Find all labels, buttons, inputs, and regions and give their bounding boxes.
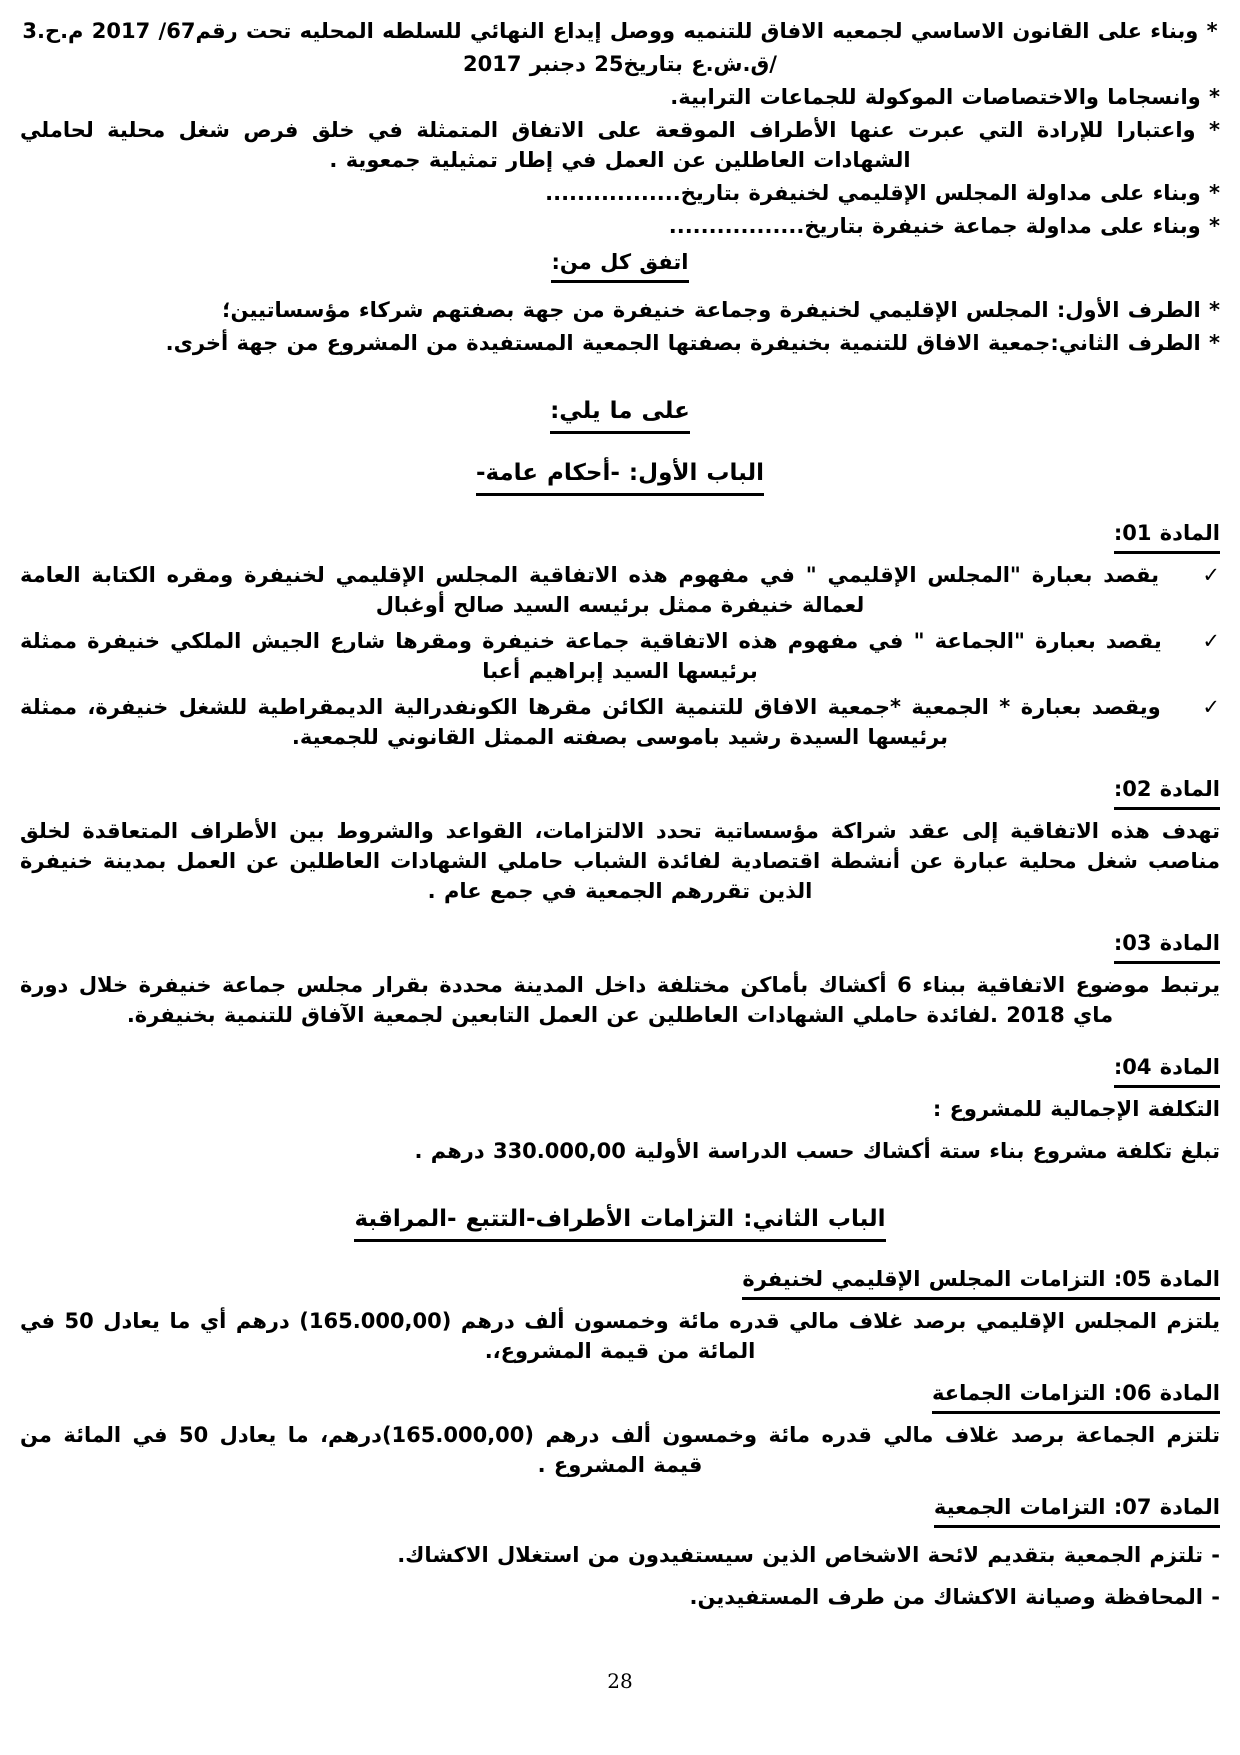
preamble-clause	[20, 178, 1220, 208]
chapter-heading	[20, 1202, 1220, 1242]
party-clause	[20, 295, 1220, 325]
article-heading-text: المادة 07: التزامات الجمعية	[934, 1492, 1220, 1528]
article-heading	[20, 1492, 1220, 1528]
article-body	[20, 1306, 1220, 1366]
preamble-clause-text: * واعتبارا للإرادة التي عبرت عنها الأطراف الموقعة على الاتفاق المتمثلة في خلق فرص شغل محلية لحاملي الشهادات العاطلين عن العمل في إطار تمثيلية جمعوية .	[20, 118, 1220, 172]
preamble-clause-continuation-text: /ق.ش.ع بتاريخ25 دجنبر 2017	[463, 52, 777, 76]
preamble-clause	[20, 82, 1220, 112]
article-body	[20, 1136, 1220, 1166]
article-heading-text: المادة 02:	[1114, 774, 1220, 810]
article-heading-text: المادة 01:	[1114, 518, 1220, 554]
obligation-item	[20, 1582, 1220, 1612]
preamble-clause-text: * وبناء على القانون الاساسي لجمعيه الافاق للتنميه ووصل إيداع النهائي للسلطه المحليه تحت رقم67/ 2017 م.ح.3	[22, 19, 1218, 43]
article-body-text: يلتزم المجلس الإقليمي برصد غلاف مالي قدره مائة وخمسون ألف درهم (165.000,00) درهم أي ما يعادل 50 في المائة من قيمة المشروع،.	[20, 1309, 1220, 1363]
article-body-text: تلتزم الجماعة برصد غلاف مالي قدره مائة وخمسون ألف درهم (165.000,00)درهم، ما يعادل 50 في المائة من قيمة المشروع .	[20, 1423, 1220, 1477]
agreement-lead-heading-text: اتفق كل من:	[551, 247, 688, 283]
document-body	[20, 16, 1220, 1612]
article-body	[20, 970, 1220, 1030]
article-heading	[20, 518, 1220, 554]
definition-item	[20, 692, 1220, 752]
obligation-item-text: - المحافظة وصيانة الاكشاك من طرف المستفيدين.	[689, 1585, 1220, 1609]
obligation-item-text: - تلتزم الجمعية بتقديم لائحة الاشخاص الذين سيستفيدون من استغلال الاكشاك.	[397, 1543, 1220, 1567]
article-body-text: تبلغ تكلفة مشروع بناء ستة أكشاك حسب الدراسة الأولية 330.000,00 درهم .	[414, 1139, 1220, 1163]
article-heading-text: المادة 06: التزامات الجماعة	[932, 1378, 1220, 1414]
article-body-text: التكلفة الإجمالية للمشروع :	[932, 1097, 1220, 1121]
preamble-clause-text: * وبناء على مداولة المجلس الإقليمي لخنيفرة بتاريخ.................	[545, 181, 1220, 205]
article-heading	[20, 1378, 1220, 1414]
article-heading	[20, 774, 1220, 810]
party-clause-text: * الطرف الثاني:جمعية الافاق للتنمية بخنيفرة بصفتها الجمعية المستفيدة من المشروع من جهة أخرى.	[165, 331, 1220, 355]
party-clause-text: * الطرف الأول: المجلس الإقليمي لخنيفرة وجماعة خنيفرة من جهة بصفتهم شركاء مؤسساتيين؛	[222, 298, 1220, 322]
article-body-text: يرتبط موضوع الاتفاقية ببناء 6 أكشاك بأماكن مختلفة داخل المدينة محددة بقرار مجلس جماعة خنيفرة خلال دورة ماي 2018 .لفائدة حاملي الشهادات العاطلين عن العمل التابعين لجمعية الآفاق للتنمية بخنيفرة.	[20, 973, 1221, 1027]
definition-item-text: ✓ يقصد بعبارة "المجلس الإقليمي " في مفهوم هذه الاتفاقية المجلس الإقليمي لخنيفرة ومقره الكتابة العامة لعمالة خنيفرة ممثل برئيسه السيد صالح أوغبال	[20, 563, 1220, 617]
article-heading-text: المادة 05: التزامات المجلس الإقليمي لخنيفرة	[742, 1264, 1220, 1300]
agreement-lead-heading-text: على ما يلي:	[550, 394, 690, 434]
preamble-clause-text: * وانسجاما والاختصاصات الموكولة للجماعات الترابية.	[670, 85, 1220, 109]
article-body	[20, 1094, 1220, 1124]
article-body	[20, 1420, 1220, 1480]
definition-item-text: ✓ ويقصد بعبارة * الجمعية *جمعية الافاق للتنمية الكائن مقرها الكونفدرالية الديمقراطية للشغل خنيفرة، ممثلة برئيسها السيدة رشيد باموسى بصفته الممثل القانوني للجمعية.	[20, 695, 1220, 749]
party-clause	[20, 328, 1220, 358]
article-heading	[20, 1052, 1220, 1088]
definition-item	[20, 560, 1220, 620]
preamble-clause-continuation	[20, 49, 1220, 79]
preamble-clause	[20, 211, 1220, 241]
agreement-lead-heading	[20, 394, 1220, 434]
article-heading-text: المادة 03:	[1114, 928, 1220, 964]
definition-item-text: ✓ يقصد بعبارة "الجماعة " في مفهوم هذه الاتفاقية جماعة خنيفرة ومقرها شارع الجيش الملكي خنيفرة ممثلة برئيسها السيد إبراهيم أعبا	[20, 629, 1220, 683]
chapter-heading-text: الباب الأول: -أحكام عامة-	[476, 456, 764, 496]
preamble-clause-text: * وبناء على مداولة جماعة خنيفرة بتاريخ.................	[668, 214, 1220, 238]
article-body	[20, 816, 1220, 906]
page-number: 28	[607, 1669, 633, 1693]
definition-item	[20, 626, 1220, 686]
article-heading	[20, 1264, 1220, 1300]
obligation-item	[20, 1540, 1220, 1570]
agreement-lead-heading	[20, 247, 1220, 283]
article-body-text: تهدف هذه الاتفاقية إلى عقد شراكة مؤسساتية تحدد الالتزامات، القواعد والشروط بين الأطراف المتعاقدة لخلق مناصب شغل محلية عبارة عن أنشطة اقتصادية لفائدة الشباب حاملي الشهادات العاطلين عن العمل بمدينة خنيفرة الذين تقررهم الجمعية في جمع عام .	[20, 819, 1220, 903]
preamble-clause	[20, 115, 1220, 175]
preamble-clause	[20, 16, 1220, 46]
chapter-heading-text: الباب الثاني: التزامات الأطراف-التتبع -المراقبة	[354, 1202, 885, 1242]
chapter-heading	[20, 456, 1220, 496]
article-heading	[20, 928, 1220, 964]
article-heading-text: المادة 04:	[1114, 1052, 1220, 1088]
